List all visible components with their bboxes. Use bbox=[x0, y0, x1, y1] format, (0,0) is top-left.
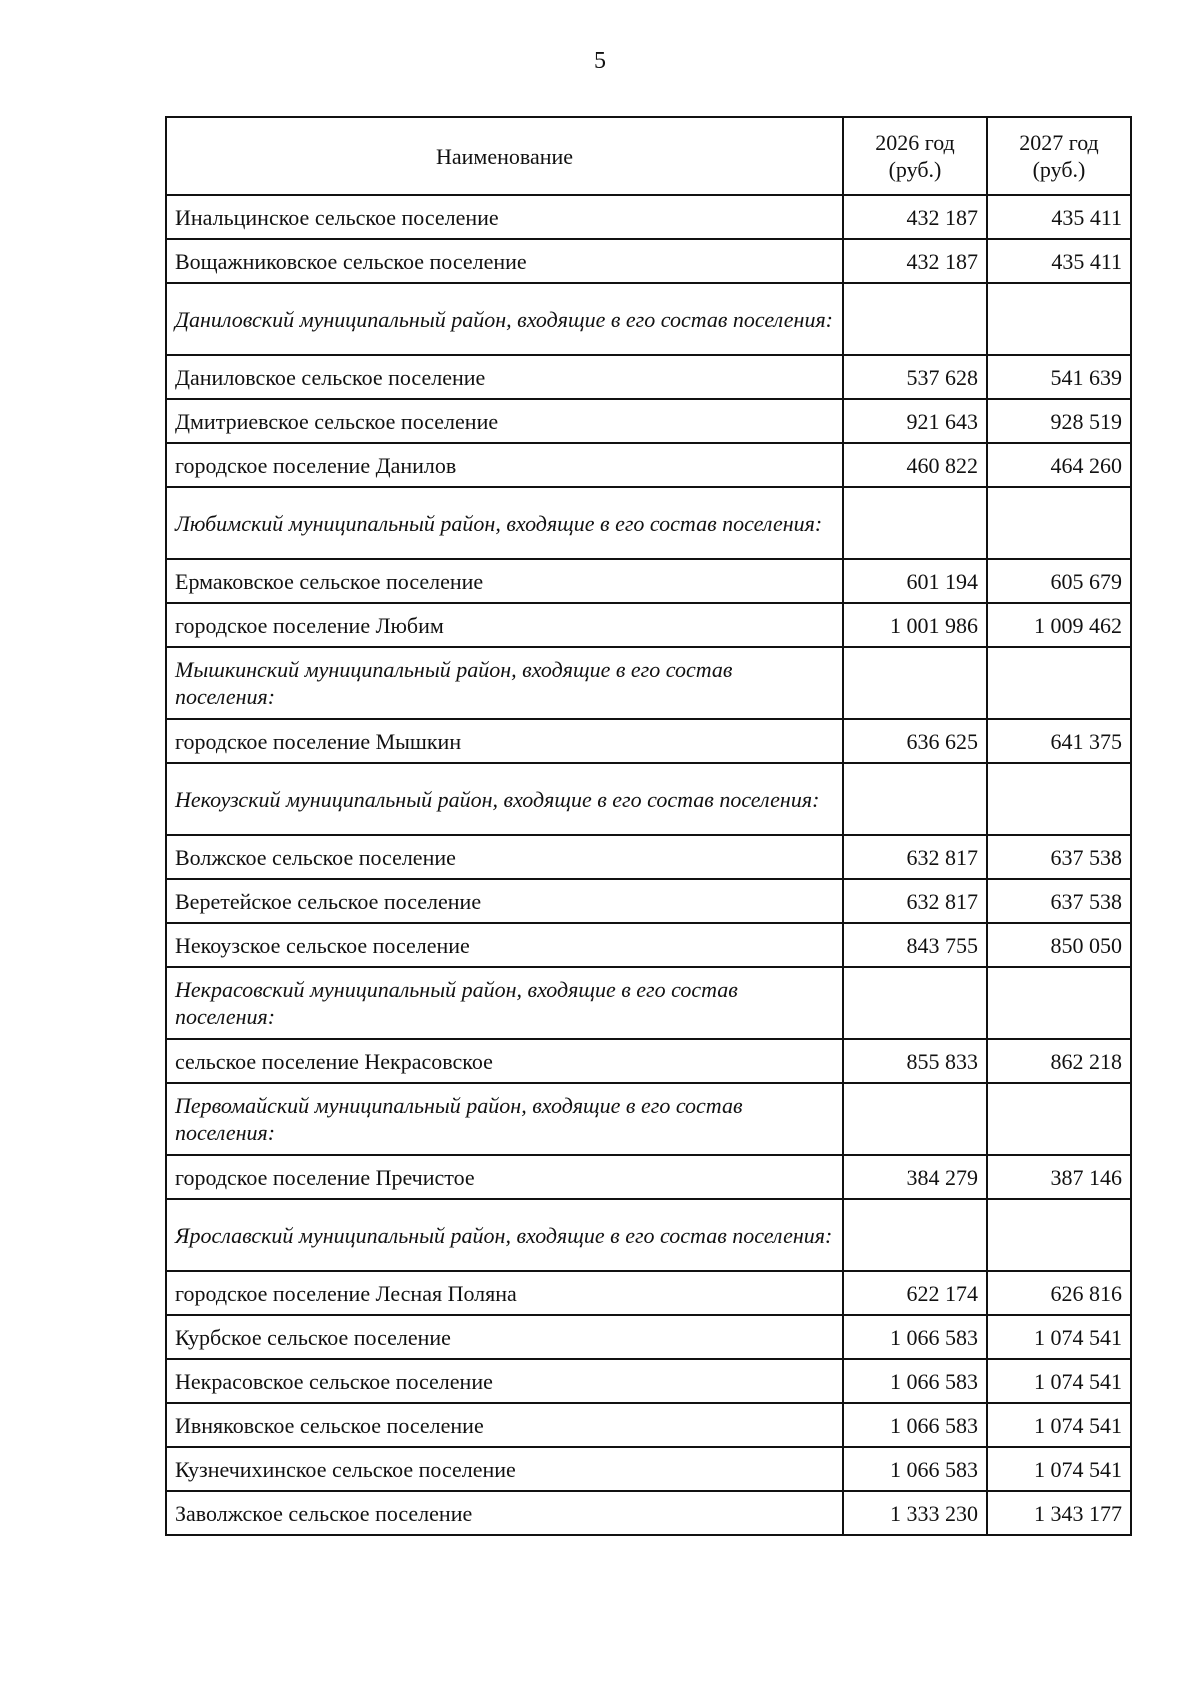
value-2027: 1 074 541 bbox=[987, 1447, 1131, 1491]
table-row bbox=[166, 719, 1131, 763]
settlement-name: Ермаковское сельское поселение bbox=[166, 559, 843, 603]
header-year-2026-unit: (руб.) bbox=[888, 157, 942, 182]
district-group-empty-2026 bbox=[843, 283, 987, 355]
value-2026: 1 333 230 bbox=[843, 1491, 987, 1535]
district-group-label: Некоузский муниципальный район, входящие в его состав поселения: bbox=[166, 763, 843, 835]
value-2026: 1 001 986 bbox=[843, 603, 987, 647]
settlement-name: городское поселение Мышкин bbox=[166, 719, 843, 763]
value-2027: 862 218 bbox=[987, 1039, 1131, 1083]
value-2026: 432 187 bbox=[843, 239, 987, 283]
district-group-row bbox=[166, 647, 1131, 719]
value-2027: 1 074 541 bbox=[987, 1315, 1131, 1359]
value-2026: 855 833 bbox=[843, 1039, 987, 1083]
table-body bbox=[166, 195, 1131, 1535]
header-name: Наименование bbox=[166, 117, 843, 195]
table-row bbox=[166, 1491, 1131, 1535]
settlement-name: Кузнечихинское сельское поселение bbox=[166, 1447, 843, 1491]
table-row bbox=[166, 1315, 1131, 1359]
district-group-empty-2027 bbox=[987, 967, 1131, 1039]
district-group-label: Любимский муниципальный район, входящие в его состав поселения: bbox=[166, 487, 843, 559]
table-row bbox=[166, 399, 1131, 443]
district-group-empty-2026 bbox=[843, 763, 987, 835]
value-2027: 1 343 177 bbox=[987, 1491, 1131, 1535]
header-year-2027-unit: (руб.) bbox=[1032, 157, 1086, 182]
value-2027: 1 074 541 bbox=[987, 1403, 1131, 1447]
settlement-name: Даниловское сельское поселение bbox=[166, 355, 843, 399]
table-row bbox=[166, 1447, 1131, 1491]
table-row bbox=[166, 1359, 1131, 1403]
district-group-empty-2026 bbox=[843, 967, 987, 1039]
district-group-empty-2026 bbox=[843, 487, 987, 559]
table-row bbox=[166, 1271, 1131, 1315]
settlement-name: Инальцинское сельское поселение bbox=[166, 195, 843, 239]
table-row bbox=[166, 1039, 1131, 1083]
district-group-row bbox=[166, 763, 1131, 835]
district-group-empty-2027 bbox=[987, 1199, 1131, 1271]
value-2026: 636 625 bbox=[843, 719, 987, 763]
value-2026: 632 817 bbox=[843, 835, 987, 879]
district-group-empty-2027 bbox=[987, 283, 1131, 355]
value-2026: 843 755 bbox=[843, 923, 987, 967]
settlement-name: Вощажниковское сельское поселение bbox=[166, 239, 843, 283]
table-header-row bbox=[166, 117, 1131, 195]
value-2027: 387 146 bbox=[987, 1155, 1131, 1199]
header-year-2026 bbox=[843, 117, 987, 195]
district-group-row bbox=[166, 1199, 1131, 1271]
value-2027: 928 519 bbox=[987, 399, 1131, 443]
allocation-table bbox=[165, 116, 1132, 1536]
settlement-name: сельское поселение Некрасовское bbox=[166, 1039, 843, 1083]
settlement-name: Заволжское сельское поселение bbox=[166, 1491, 843, 1535]
value-2027: 435 411 bbox=[987, 239, 1131, 283]
district-group-row bbox=[166, 283, 1131, 355]
value-2026: 632 817 bbox=[843, 879, 987, 923]
value-2027: 1 009 462 bbox=[987, 603, 1131, 647]
district-group-label: Первомайский муниципальный район, входящие в его состав поселения: bbox=[166, 1083, 843, 1155]
value-2026: 1 066 583 bbox=[843, 1359, 987, 1403]
district-group-empty-2027 bbox=[987, 487, 1131, 559]
table-row bbox=[166, 1155, 1131, 1199]
table-row bbox=[166, 559, 1131, 603]
header-year-2027-label: 2027 год bbox=[1019, 130, 1099, 155]
value-2027: 1 074 541 bbox=[987, 1359, 1131, 1403]
district-group-empty-2027 bbox=[987, 763, 1131, 835]
settlement-name: Веретейское сельское поселение bbox=[166, 879, 843, 923]
header-year-2026-label: 2026 год bbox=[875, 130, 955, 155]
settlement-name: Дмитриевское сельское поселение bbox=[166, 399, 843, 443]
value-2027: 541 639 bbox=[987, 355, 1131, 399]
value-2026: 921 643 bbox=[843, 399, 987, 443]
settlement-name: Курбское сельское поселение bbox=[166, 1315, 843, 1359]
district-group-label: Некрасовский муниципальный район, входящие в его состав поселения: bbox=[166, 967, 843, 1039]
settlement-name: городское поселение Пречистое bbox=[166, 1155, 843, 1199]
district-group-row bbox=[166, 1083, 1131, 1155]
table-row bbox=[166, 239, 1131, 283]
value-2027: 435 411 bbox=[987, 195, 1131, 239]
table-row bbox=[166, 923, 1131, 967]
district-group-empty-2027 bbox=[987, 1083, 1131, 1155]
district-group-label: Даниловский муниципальный район, входящие в его состав поселения: bbox=[166, 283, 843, 355]
value-2027: 850 050 bbox=[987, 923, 1131, 967]
value-2026: 1 066 583 bbox=[843, 1315, 987, 1359]
value-2026: 622 174 bbox=[843, 1271, 987, 1315]
settlement-name: Некрасовское сельское поселение bbox=[166, 1359, 843, 1403]
value-2026: 1 066 583 bbox=[843, 1447, 987, 1491]
value-2026: 384 279 bbox=[843, 1155, 987, 1199]
value-2027: 626 816 bbox=[987, 1271, 1131, 1315]
district-group-empty-2026 bbox=[843, 647, 987, 719]
table-row bbox=[166, 195, 1131, 239]
settlement-name: городское поселение Данилов bbox=[166, 443, 843, 487]
settlement-name: Некоузское сельское поселение bbox=[166, 923, 843, 967]
settlement-name: городское поселение Любим bbox=[166, 603, 843, 647]
table-row bbox=[166, 443, 1131, 487]
value-2026: 537 628 bbox=[843, 355, 987, 399]
table-row bbox=[166, 879, 1131, 923]
value-2026: 432 187 bbox=[843, 195, 987, 239]
value-2026: 1 066 583 bbox=[843, 1403, 987, 1447]
district-group-label: Ярославский муниципальный район, входящие в его состав поселения: bbox=[166, 1199, 843, 1271]
district-group-empty-2026 bbox=[843, 1199, 987, 1271]
district-group-empty-2026 bbox=[843, 1083, 987, 1155]
table-row bbox=[166, 1403, 1131, 1447]
value-2027: 464 260 bbox=[987, 443, 1131, 487]
page-number: 5 bbox=[594, 48, 606, 74]
settlement-name: Волжское сельское поселение bbox=[166, 835, 843, 879]
value-2026: 601 194 bbox=[843, 559, 987, 603]
value-2027: 637 538 bbox=[987, 835, 1131, 879]
value-2026: 460 822 bbox=[843, 443, 987, 487]
district-group-empty-2027 bbox=[987, 647, 1131, 719]
table-row bbox=[166, 835, 1131, 879]
value-2027: 637 538 bbox=[987, 879, 1131, 923]
district-group-row bbox=[166, 967, 1131, 1039]
value-2027: 641 375 bbox=[987, 719, 1131, 763]
district-group-row bbox=[166, 487, 1131, 559]
header-year-2027 bbox=[987, 117, 1131, 195]
settlement-name: Ивняковское сельское поселение bbox=[166, 1403, 843, 1447]
district-group-label: Мышкинский муниципальный район, входящие в его состав поселения: bbox=[166, 647, 843, 719]
table-row bbox=[166, 603, 1131, 647]
table-row bbox=[166, 355, 1131, 399]
settlement-name: городское поселение Лесная Поляна bbox=[166, 1271, 843, 1315]
value-2027: 605 679 bbox=[987, 559, 1131, 603]
